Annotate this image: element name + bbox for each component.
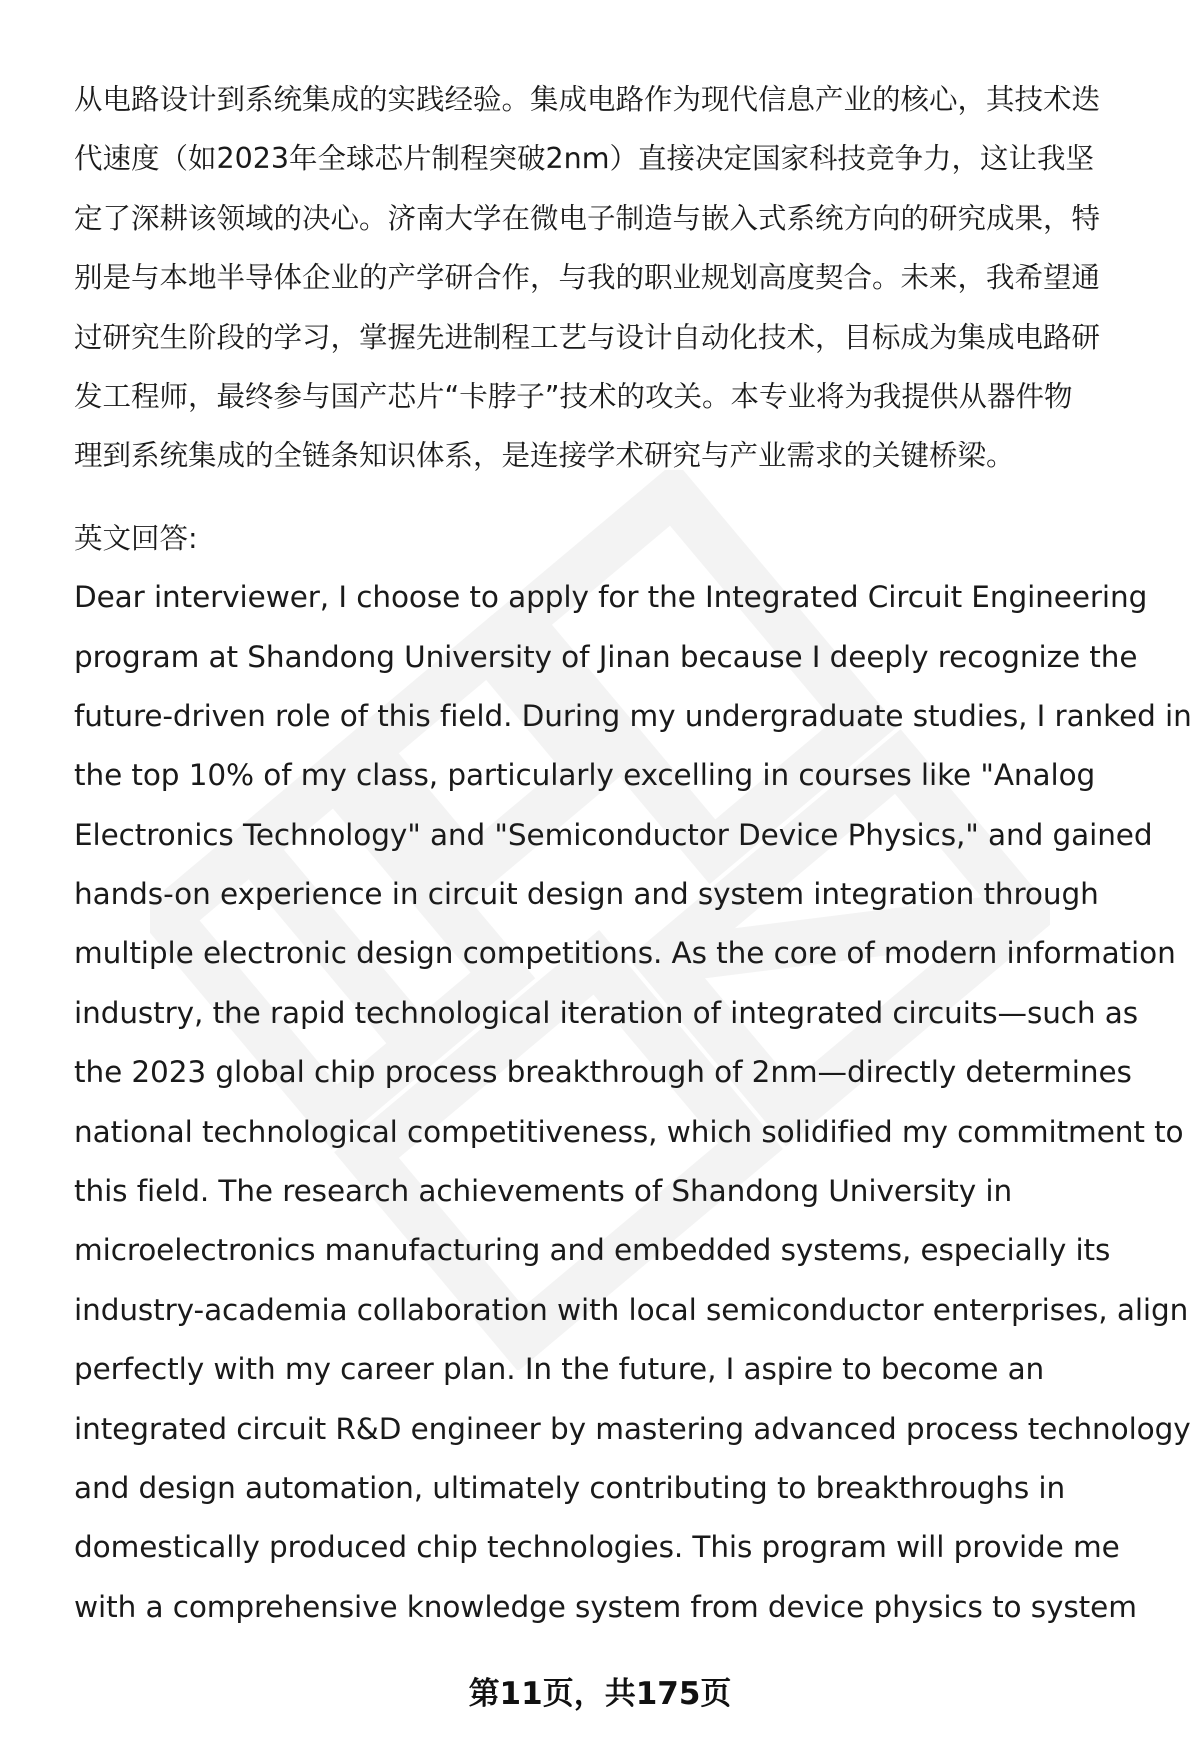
paragraph-line: multiple electronic design competitions. As the core of modern information bbox=[74, 936, 1176, 971]
paragraph-line: with a comprehensive knowledge system from device physics to system bbox=[74, 1589, 1137, 1624]
english-answer-section bbox=[74, 509, 1192, 1637]
paragraph-line: 从电路设计到系统集成的实践经验。集成电路作为现代信息产业的核心，其技术迭 bbox=[74, 83, 1101, 116]
paragraph-line: industry, the rapid technological iteration of integrated circuits—such as bbox=[74, 995, 1139, 1030]
paragraph-line: 理到系统集成的全链条知识体系，是连接学术研究与产业需求的关键桥梁。 bbox=[74, 439, 1015, 473]
paragraph-line: 过研究生阶段的学习，掌握先进制程工艺与设计自动化技术，目标成为集成电路研 bbox=[74, 320, 1101, 354]
paragraph-line: microelectronics manufacturing and embedded systems, especially its bbox=[74, 1233, 1111, 1268]
paragraph-line: the top 10% of my class, particularly excelling in courses like "Analog bbox=[74, 758, 1096, 793]
section-heading: 英文回答: bbox=[74, 521, 198, 555]
paragraph-line: domestically produced chip technologies. This program will provide me bbox=[74, 1530, 1120, 1565]
paragraph-line: 别是与本地半导体企业的产学研合作，与我的职业规划高度契合。未来，我希望通 bbox=[74, 261, 1101, 295]
paragraph-line: and design automation, ultimately contributing to breakthroughs in bbox=[74, 1470, 1066, 1505]
paragraph-line: the 2023 global chip process breakthrough of 2nm—directly determines bbox=[74, 1055, 1132, 1090]
chinese-answer-section bbox=[74, 70, 1164, 486]
paragraph-line: Dear interviewer, I choose to apply for the Integrated Circuit Engineering bbox=[74, 580, 1148, 615]
paragraph-line: national technological competitiveness, which solidified my commitment to bbox=[74, 1114, 1184, 1149]
document-page bbox=[74, 70, 1192, 1637]
paragraph-line: integrated circuit R&D engineer by mastering advanced process technology bbox=[74, 1411, 1191, 1446]
paragraph-line: this field. The research achievements of Shandong University in bbox=[74, 1174, 1013, 1209]
paragraph-line: industry-academia collaboration with local semiconductor enterprises, align bbox=[74, 1292, 1189, 1327]
page-number-footer: 第11页，共175页 bbox=[468, 1676, 732, 1712]
paragraph-line: perfectly with my career plan. In the future, I aspire to become an bbox=[74, 1352, 1045, 1387]
paragraph-line: 定了深耕该领域的决心。济南大学在微电子制造与嵌入式系统方向的研究成果，特 bbox=[74, 201, 1101, 235]
paragraph-line: program at Shandong University of Jinan because I deeply recognize the bbox=[74, 639, 1138, 674]
paragraph-line: hands-on experience in circuit design and system integration through bbox=[74, 877, 1099, 912]
paragraph-line: future-driven role of this field. During my undergraduate studies, I ranked in bbox=[74, 698, 1192, 733]
paragraph-line: 代速度（如2023年全球芯片制程突破2nm）直接决定国家科技竞争力，这让我坚 bbox=[74, 142, 1094, 176]
paragraph-line: 发工程师，最终参与国产芯片“卡脖子”技术的攻关。本专业将为我提供从器件物 bbox=[74, 379, 1073, 413]
paragraph-line: Electronics Technology" and "Semiconductor Device Physics," and gained bbox=[74, 817, 1153, 852]
